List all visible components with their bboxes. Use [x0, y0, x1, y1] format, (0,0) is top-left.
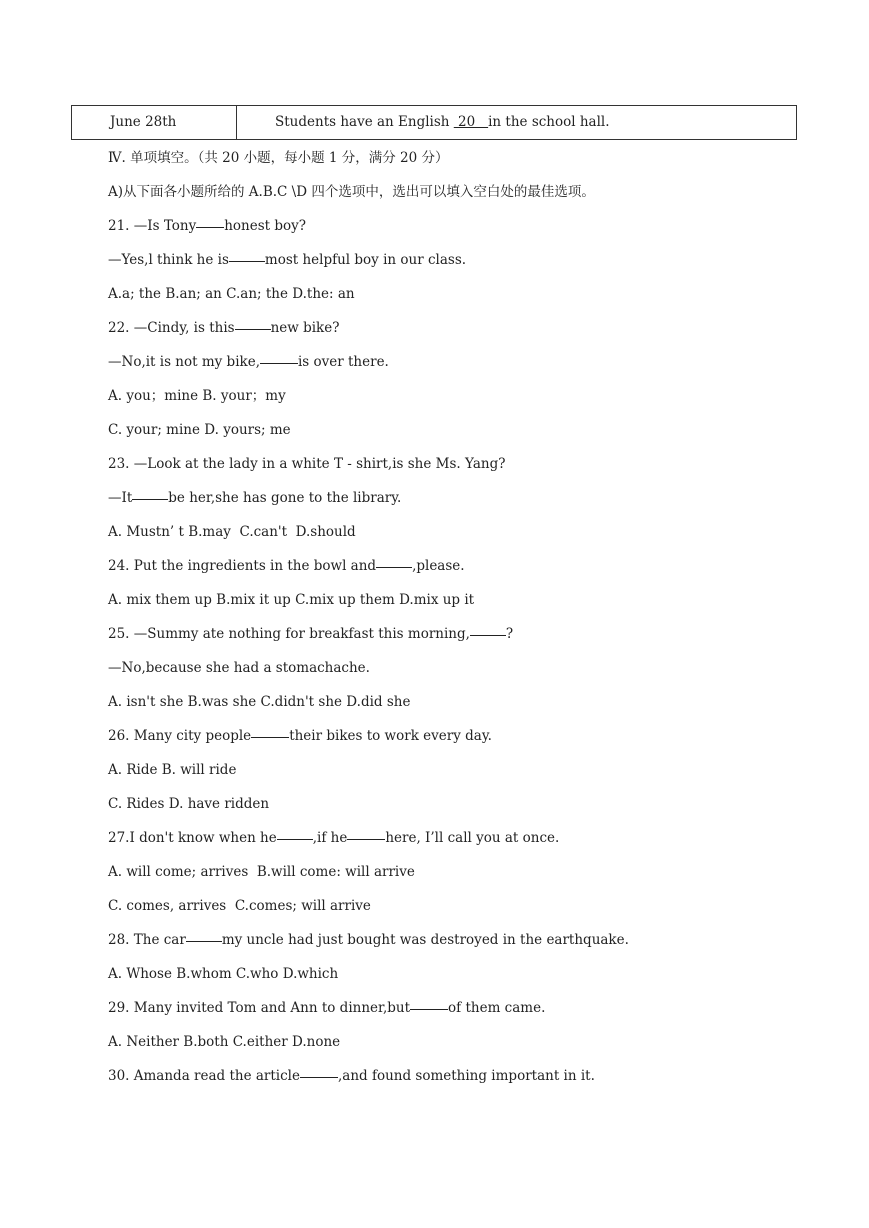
question-27-options: C. comes, arrives C.comes; will arrive — [108, 898, 371, 914]
question-27-options: A. will come; arrives B.will come: will arrive — [108, 864, 415, 880]
answer-blank — [376, 566, 412, 568]
question-text: new bike? — [270, 320, 340, 336]
question-25 — [108, 617, 808, 651]
question-text: 28. The car — [108, 932, 186, 948]
question-section — [108, 141, 808, 1093]
answer-blank — [132, 498, 168, 500]
question-23-options: A. Mustn’ t B.may C.can't D.should — [108, 524, 356, 540]
answer-blank — [196, 226, 224, 228]
question-29-options: A. Neither B.both C.either D.none — [108, 1034, 341, 1050]
question-text: ,and found something important in it. — [337, 1068, 595, 1084]
question-text: 22. —Cindy, is this — [108, 320, 235, 336]
question-22-reply — [108, 345, 808, 379]
answer-blank — [410, 1008, 448, 1010]
question-text: their bikes to work every day. — [289, 728, 492, 744]
question-text: my uncle had just bought was destroyed in the earthquake. — [221, 932, 629, 948]
schedule-table-row — [71, 105, 797, 140]
question-22 — [108, 311, 808, 345]
answer-blank — [229, 260, 265, 262]
answer-blank — [300, 1076, 338, 1078]
question-23: 23. —Look at the lady in a white T - shirt,is she Ms. Yang? — [108, 456, 506, 472]
question-26 — [108, 719, 808, 753]
question-26-options: A. Ride B. will ride — [108, 762, 237, 778]
question-30 — [108, 1059, 808, 1093]
question-28-options: A. Whose B.whom C.who D.which — [108, 966, 339, 982]
question-21-options: A.a; the B.an; an C.an; the D.the: an — [108, 286, 355, 302]
question-text: —No,it is not my bike, — [108, 354, 260, 370]
question-text: 30. Amanda read the article — [108, 1068, 300, 1084]
question-25-reply: —No,because she had a stomachache. — [108, 660, 370, 676]
answer-blank — [470, 634, 506, 636]
question-text: here, I’ll call you at once. — [385, 830, 560, 846]
question-text: 29. Many invited Tom and Ann to dinner,but — [108, 1000, 411, 1016]
answer-blank — [277, 838, 313, 840]
event-text-after: in the school hall. — [488, 114, 610, 130]
question-text: ,please. — [412, 558, 465, 574]
question-22-options: A. you；mine B. your；my — [108, 388, 286, 404]
event-cell — [237, 106, 796, 139]
question-21-reply — [108, 243, 808, 277]
question-text: most helpful boy in our class. — [264, 252, 467, 268]
question-text: of them came. — [448, 1000, 546, 1016]
question-text: —It — [108, 490, 133, 506]
question-24 — [108, 549, 808, 583]
question-text: 26. Many city people — [108, 728, 252, 744]
question-text: 21. —Is Tony — [108, 218, 197, 234]
question-29 — [108, 991, 808, 1025]
question-26-options: C. Rides D. have ridden — [108, 796, 270, 812]
answer-blank — [251, 736, 289, 738]
answer-blank — [186, 940, 222, 942]
answer-blank — [260, 362, 298, 364]
section-instruction: A)从下面各小题所给的 A.B.C \D 四个选项中，选出可以填入空白处的最佳选项。 — [108, 184, 595, 200]
question-text: be her,she has gone to the library. — [168, 490, 402, 506]
question-22-options: C. your; mine D. yours; me — [108, 422, 291, 438]
answer-blank — [235, 328, 271, 330]
answer-underlined: 20 — [453, 114, 489, 130]
question-text: honest boy? — [224, 218, 307, 234]
question-text: ? — [505, 626, 514, 642]
question-24-options: A. mix them up B.mix it up C.mix up them D.mix up it — [108, 592, 475, 608]
question-text: 24. Put the ingredients in the bowl and — [108, 558, 377, 574]
question-text: 25. —Summy ate nothing for breakfast this morning, — [108, 626, 470, 642]
question-text: ,if he — [312, 830, 348, 846]
date-cell: June 28th — [72, 106, 237, 139]
question-27 — [108, 821, 808, 855]
section-heading: Ⅳ. 单项填空。（共 20 小题，每小题 1 分，满分 20 分） — [108, 150, 449, 166]
question-text: —Yes,l think he is — [108, 252, 229, 268]
question-23-reply — [108, 481, 808, 515]
question-28 — [108, 923, 808, 957]
question-21 — [108, 209, 808, 243]
question-text: 27.I don't know when he — [108, 830, 277, 846]
question-text: is over there. — [297, 354, 389, 370]
question-25-options: A. isn't she B.was she C.didn't she D.did she — [108, 694, 411, 710]
answer-blank — [347, 838, 385, 840]
event-text-before: Students have an English — [275, 114, 454, 130]
